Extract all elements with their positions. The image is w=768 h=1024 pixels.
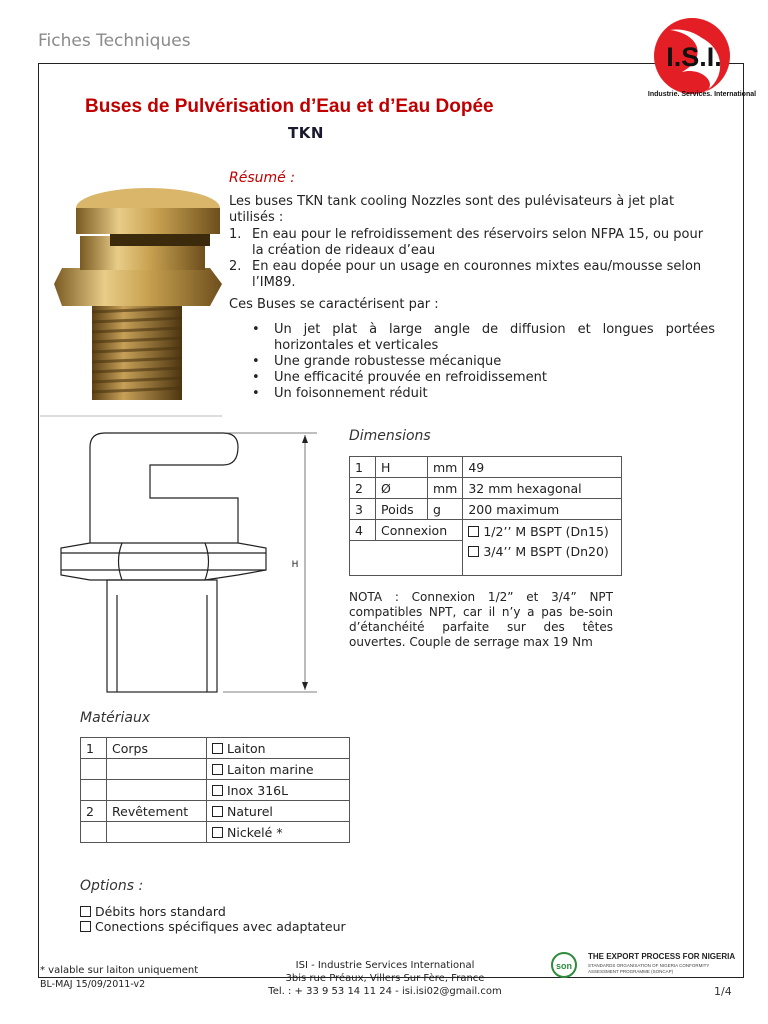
company-name: ISI - Industrie Services International — [295, 960, 475, 971]
connexion-option: 3/4’’ M BSPT (Dn20) — [468, 542, 616, 562]
logo-letters: I.S.I. — [666, 42, 722, 72]
svg-text:STANDARDS ORGANISATION OF NIGE: STANDARDS ORGANISATION OF NIGERIA CONFORMITY — [588, 963, 710, 968]
features-list — [229, 322, 715, 402]
checkbox[interactable] — [212, 743, 223, 754]
page-number: 1/4 — [714, 985, 732, 998]
checkbox[interactable] — [468, 526, 479, 537]
footnote: * valable sur laiton uniquement — [40, 965, 199, 976]
use-item: 2. En eau dopée pour un usage en couronnes mixtes eau/mousse selon l’IM89. — [229, 259, 702, 290]
uses-list — [229, 227, 715, 291]
dimensions-table — [349, 456, 622, 576]
version-label: BL-MAJ 15/09/2011-v2 — [40, 979, 146, 990]
table-row: 2 Revêtement Naturel — [81, 801, 350, 822]
checkbox[interactable] — [212, 827, 223, 838]
nota-text: NOTA : Connexion 1/2” et 3/4” NPT compatibles NPT, car il n’y a pas be-soin d’étanchéité parfaite sur des têtes ouvertes. Couple de serrage max 19 Nm — [349, 590, 613, 649]
contact-line: Tel. : + 33 9 53 14 11 24 - isi.isi02@gmail.com — [268, 986, 502, 997]
resume-intro: Les buses TKN tank cooling Nozzles sont des pulévisateurs à jet plat utilisés : — [229, 194, 675, 225]
checkbox[interactable] — [468, 546, 479, 557]
table-row: Inox 316L — [81, 780, 350, 801]
son-logo — [550, 950, 735, 982]
checkbox[interactable] — [212, 806, 223, 817]
feature-item: • Une grande robustesse mécanique — [229, 354, 715, 370]
table-row: 3 Poids g 200 maximum — [350, 499, 622, 520]
feature-item: • Une efficacité prouvée en refroidissement — [229, 370, 715, 386]
svg-text:ASSESSMENT PROGRAMME (SONCAP): ASSESSMENT PROGRAMME (SONCAP) — [588, 969, 674, 974]
table-row: Laiton marine — [81, 759, 350, 780]
use-item: 1. En eau pour le refroidissement des réservoirs selon NFPA 15, ou pour la création de rideaux d’eau — [229, 227, 704, 258]
technical-drawing — [55, 425, 325, 700]
product-code: TKN — [288, 124, 324, 142]
svg-text:THE EXPORT PROCESS FOR NIGERIA: THE EXPORT PROCESS FOR NIGERIA — [588, 952, 735, 961]
isi-logo — [630, 14, 762, 100]
feature-item: • Un jet plat à large angle de diffusion et longues portées horizontales et verticales — [229, 322, 715, 354]
table-row: 1 H mm 49 — [350, 457, 622, 478]
table-row: 1 Corps Laiton — [81, 738, 350, 759]
materiaux-heading: Matériaux — [80, 710, 151, 726]
resume-heading: Résumé : — [229, 170, 295, 186]
dimensions-heading: Dimensions — [349, 428, 431, 444]
checkbox[interactable] — [80, 921, 91, 932]
page-title: Buses de Pulvérisation d’Eau et d’Eau Dopée — [85, 96, 494, 117]
footer-address — [240, 959, 530, 998]
address-line: 3bis rue Préaux, Villers Sur Fère, France — [285, 973, 485, 984]
feature-item: • Un foisonnement réduit — [229, 386, 715, 402]
option-item: Conections spécifiques avec adaptateur — [80, 919, 346, 934]
options-list — [80, 904, 346, 934]
checkbox[interactable] — [80, 906, 91, 917]
nozzle-photo — [40, 180, 222, 420]
table-row: 2 Ø mm 32 mm hexagonal — [350, 478, 622, 499]
checkbox[interactable] — [212, 764, 223, 775]
dimension-h-label: H — [291, 560, 299, 570]
option-item: Débits hors standard — [80, 904, 346, 919]
svg-text:son: son — [555, 961, 573, 971]
logo-tagline: Industrie. Services. International — [647, 91, 757, 98]
table-row: 4 Connexion 1/2’’ M BSPT (Dn15) 3/4’’ M BSPT (Dn20) — [350, 520, 622, 541]
materiaux-table — [80, 737, 350, 843]
options-heading: Options : — [80, 878, 144, 894]
section-title: Fiches Techniques — [38, 31, 191, 51]
features-intro: Ces Buses se caractérisent par : — [229, 297, 439, 312]
checkbox[interactable] — [212, 785, 223, 796]
connexion-option: 1/2’’ M BSPT (Dn15) — [468, 522, 616, 542]
table-row: Nickelé * — [81, 822, 350, 843]
